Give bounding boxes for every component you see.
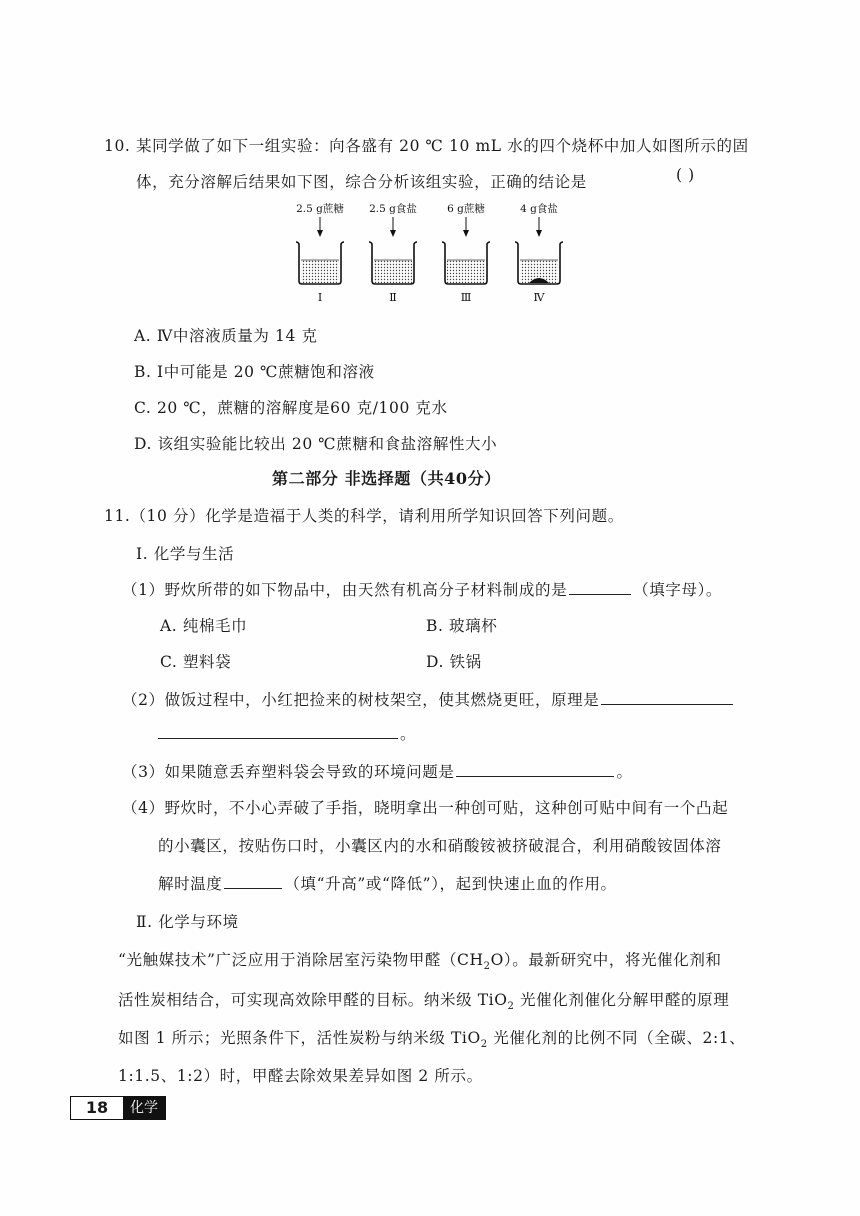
solution-liquid xyxy=(301,260,339,283)
q11-sub1-option-b: B. 玻璃杯 xyxy=(426,617,498,635)
beaker-label: 2.5 g蔗糖 xyxy=(296,203,344,215)
q10-line2: 体，充分溶解后结果如下图，综合分析该组实验，正确的结论是 xyxy=(136,173,587,191)
passage-line4: 1:1.5、1:2）时，甲醛去除效果差异如图 2 所示。 xyxy=(118,1067,483,1085)
answer-blank-2a[interactable] xyxy=(601,703,733,705)
passage-line1-a: “光触媒技术”广泛应用于消除居室污染物甲醛（CH xyxy=(118,951,484,969)
q10-option-d: D. 该组实验能比较出 20 ℃蔗糖和食盐溶解性大小 xyxy=(134,435,498,453)
answer-blank-2b[interactable] xyxy=(158,737,398,739)
q10-option-a: A. Ⅳ中溶液质量为 14 克 xyxy=(134,327,318,345)
q11-stem: 11.（10 分）化学是造福于人类的科学，请利用所学知识回答下列问题。 xyxy=(104,507,624,525)
beaker-label: 4 g食盐 xyxy=(520,203,558,215)
q10-option-c: C. 20 ℃，蔗糖的溶解度是60 克/100 克水 xyxy=(134,399,448,417)
beaker-numeral: Ⅰ xyxy=(317,291,323,304)
beaker-numeral: Ⅱ xyxy=(389,291,397,304)
part2-title: 第二部分 非选择题（共40分） xyxy=(272,469,501,488)
q11-section1-title: Ⅰ. 化学与生活 xyxy=(136,545,235,563)
q11-section2-title: Ⅱ. 化学与环境 xyxy=(136,913,239,931)
passage-line1-b: O）。最新研究中，将光催化剂和 xyxy=(490,951,722,969)
q10-option-b: B. Ⅰ中可能是 20 ℃蔗糖饱和溶液 xyxy=(134,363,375,381)
passage-line3-a: 如图 1 所示；光照条件下，活性炭粉与纳米级 TiO xyxy=(118,1029,481,1047)
q11-sub4-line3 xyxy=(158,872,617,894)
answer-blank-1[interactable] xyxy=(569,593,631,595)
q11-sub1-tail: （填字母）。 xyxy=(633,581,723,599)
arrow-head xyxy=(317,230,323,237)
arrow-head xyxy=(390,230,396,237)
q11-sub2-end: 。 xyxy=(400,725,417,743)
q11-sub4-tail: （填“升高”或“降低”），起到快速止血的作用。 xyxy=(284,875,617,893)
beaker-label: 2.5 g食盐 xyxy=(369,203,417,215)
q11-sub2-cont xyxy=(156,722,416,744)
q11-sub4-line2: 的小囊区，按贴伤口时，小囊区内的水和硝酸铵被挤破混合，利用硝酸铵固体溶 xyxy=(158,837,722,855)
solution-liquid xyxy=(447,260,485,283)
subscript: 2 xyxy=(507,1001,515,1013)
passage-line2-a: 活性炭相结合，可实现高效除甲醛的目标。纳米级 TiO xyxy=(118,991,508,1009)
passage-line3 xyxy=(118,1026,745,1050)
beaker-numeral: Ⅳ xyxy=(533,291,545,304)
q11-sub1-option-d: D. 铁锅 xyxy=(426,653,482,671)
q11-sub4-line1: （4）野炊时，不小心弄破了手指，晓明拿出一种创可贴，这种创可贴中间有一个凸起 xyxy=(122,799,729,817)
arrow-head xyxy=(536,230,542,237)
q11-sub2-text: （2）做饭过程中，小红把捡来的树枝架空，使其燃烧更旺，原理是 xyxy=(122,691,600,709)
q11-sub1-option-c: C. 塑料袋 xyxy=(160,653,232,671)
subscript: 2 xyxy=(480,1039,488,1051)
q10-line1: 10. 某同学做了如下一组实验：向各盛有 20 ℃ 10 mL 水的四个烧杯中加人如图所示的固 xyxy=(104,137,749,155)
answer-blank-3[interactable] xyxy=(456,775,614,777)
passage-line1 xyxy=(118,948,722,972)
q11-sub3-end: 。 xyxy=(616,763,633,781)
q11-sub3 xyxy=(122,760,633,782)
q11-sub1-text: （1）野炊所带的如下物品中，由天然有机高分子材料制成的是 xyxy=(122,581,568,599)
beaker-figure xyxy=(290,200,570,310)
arrow-head xyxy=(463,230,469,237)
solution-liquid xyxy=(374,260,412,283)
page-footer xyxy=(70,1096,166,1120)
q11-sub1-option-a: A. 纯棉毛巾 xyxy=(160,617,248,635)
answer-blank-4[interactable] xyxy=(224,887,282,889)
page-number: 18 xyxy=(71,1097,123,1119)
passage-line2 xyxy=(118,988,729,1012)
beaker-label: 6 g蔗糖 xyxy=(447,203,485,215)
subscript: 2 xyxy=(483,961,491,973)
q11-sub1 xyxy=(122,578,722,600)
answer-paren: ( ) xyxy=(676,166,695,184)
passage-line3-b: 光催化剂的比例不同（全碳、2:1、 xyxy=(487,1029,746,1047)
q11-sub2 xyxy=(122,688,735,710)
q11-sub3-text: （3）如果随意丢弃塑料袋会导致的环境问题是 xyxy=(122,763,455,781)
beaker-numeral: Ⅲ xyxy=(460,291,472,304)
q11-sub4-text: 解时温度 xyxy=(158,875,223,893)
passage-line2-b: 光催化剂催化分解甲醛的原理 xyxy=(514,991,730,1009)
subject-label: 化学 xyxy=(123,1097,165,1119)
